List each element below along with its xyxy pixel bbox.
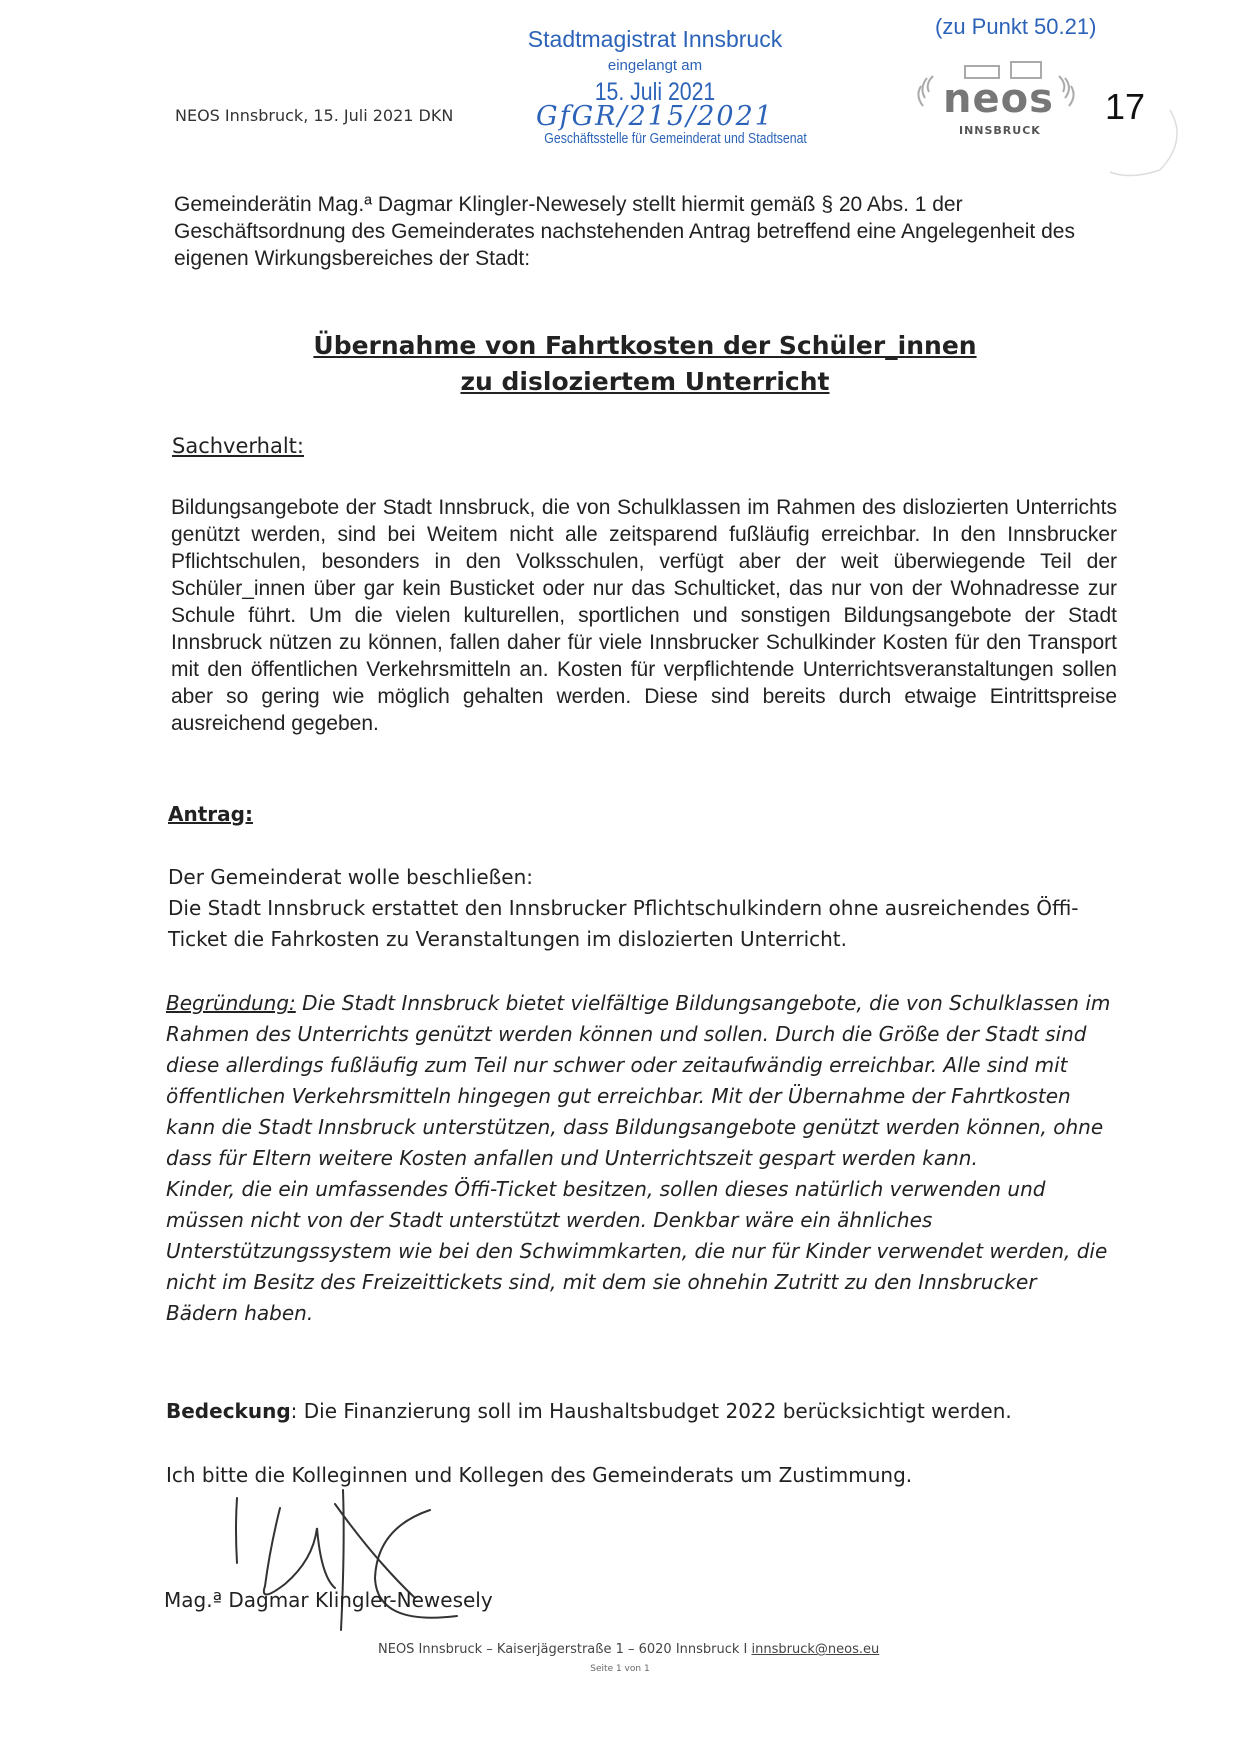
- antrag-line-1: Der Gemeinderat wolle beschließen:: [168, 865, 533, 889]
- bedeckung-text: : Die Finanzierung soll im Haushaltsbudget 2022 berücksichtigt werden.: [290, 1399, 1012, 1423]
- handwritten-signature: [225, 1488, 525, 1638]
- page-number-circle: [1070, 80, 1190, 180]
- begruendung-block: [166, 988, 1111, 1329]
- antrag-text: [168, 862, 1128, 955]
- document-title: [230, 328, 1060, 400]
- neos-wordmark: neos: [943, 76, 1054, 122]
- bedeckung-line: [166, 1396, 1126, 1427]
- signature-stroke: [264, 1508, 335, 1595]
- sachverhalt-heading: Sachverhalt:: [172, 434, 304, 458]
- sachverhalt-text: Bildungsangebote der Stadt Innsbruck, die von Schulklassen im Rahmen des dislozierten Unterrichts genützt werden, sind bei Weitem nicht alle zeitsparend fußläufig erreichbar. In den Innsbrucker Pflichtschulen, besonders in den Volksschulen, verfügt aber der weit überwiegende Teil der Schüler_innen über gar kein Busticket oder nur das Schulticket, das nur von der Wohnadresse zur Schule führt. Um die vielen kulturellen, sportlichen und sonstigen Bildungsangebote der Stadt Innsbruck nützen zu können, fallen daher für viele Innsbrucker Schulkinder Kosten für den Transport mit den öffentlichen Verkehrsmitteln an. Kosten für verpflichtende Unterrichtsveranstaltungen sollen aber so gering wie möglich gehalten werden. Diese sind bereits durch etwaige Eintrittspreise ausreichend gegeben.: [171, 496, 1117, 735]
- footer-address-text: NEOS Innsbruck – Kaiserjägerstraße 1 – 6020 Innsbruck I: [378, 1642, 752, 1657]
- neos-subtitle: INNSBRUCK: [959, 124, 1041, 137]
- left-wing-icon: [918, 76, 933, 106]
- begruendung-paragraph-1: [166, 988, 1111, 1174]
- footer-address: [378, 1642, 879, 1657]
- title-line-2: zu disloziertem Unterricht: [460, 367, 830, 396]
- antrag-line-2: Die Stadt Innsbruck erstattet den Innsbrucker Pflichtschulkindern ohne ausreichendes Öffi-Ticket die Fahrkosten zu Veranstaltungen im dislozierten Unterricht.: [168, 896, 1079, 951]
- page-number: 17: [1105, 86, 1146, 127]
- stamp-date: 15. Juli 2021: [594, 78, 716, 106]
- stamp-reference: GfGR/215/2021: [536, 101, 774, 132]
- title-line-1: Übernahme von Fahrtkosten der Schüler_innen: [313, 331, 977, 360]
- signature-stroke: [236, 1498, 237, 1563]
- stamp-department: Geschäftsstelle für Gemeinderat und Stadtsenat: [544, 130, 807, 147]
- agenda-reference: (zu Punkt 50.21): [935, 14, 1097, 39]
- footer-page-info: Seite 1 von 1: [590, 1664, 650, 1674]
- closing-line: Ich bitte die Kolleginnen und Kollegen des Gemeinderats um Zustimmung.: [166, 1463, 913, 1487]
- signature-name: Mag.ª Dagmar Klingler-Newesely: [164, 1588, 493, 1612]
- begruendung-text-1: Die Stadt Innsbruck bietet vielfältige Bildungsangebote, die von Schulklassen im Rahmen des Unterrichts genützt werden können und sollen. Durch die Größe der Stadt sind diese allerdings fußläufig zum Teil nur schwer oder zeitaufwändig erreichbar. Alle sind mit öffentlichen Verkehrsmitteln hingegen gut erreichbar. Mit der Übernahme der Fahrtkosten kann die Stadt Innsbruck unterstützen, dass Bildungsangebote genützt werden können, ohne dass für Eltern weitere Kosten anfallen und Unterrichtszeit gespart werden kann.: [166, 991, 1111, 1170]
- sender-line: NEOS Innsbruck, 15. Juli 2021 DKN: [175, 106, 454, 125]
- stamp-office: Stadtmagistrat Innsbruck: [527, 26, 783, 52]
- received-stamp: [520, 26, 807, 147]
- intro-text: Gemeinderätin Mag.ª Dagmar Klingler-Newesely stellt hiermit gemäß § 20 Abs. 1 der Geschäftsordnung des Gemeinderates nachstehenden Antrag betreffend eine Angelegenheit des eigenen Wirkungsbereiches der Stadt:: [174, 193, 1075, 270]
- neos-logo: [915, 58, 1085, 148]
- stamp-received-label: eingelangt am: [607, 57, 703, 74]
- footer-email-link[interactable]: innsbruck@neos.eu: [751, 1642, 880, 1657]
- bedeckung-label: Bedeckung: [166, 1399, 291, 1423]
- antrag-heading: Antrag:: [168, 802, 253, 826]
- begruendung-label: Begründung:: [166, 991, 296, 1015]
- begruendung-text-2: Kinder, die ein umfassendes Öffi-Ticket besitzen, sollen dieses natürlich verwenden und müssen nicht von der Stadt unterstützt werden. Denkbar wäre ein ähnliches Unterstützungssystem wie bei den Schwimmkarten, die nur für Kinder verwendet werden, die nicht im Besitz des Freizeittickets sind, mit dem sie ohnehin Zutritt zu den Innsbrucker Bädern haben.: [166, 1177, 1108, 1325]
